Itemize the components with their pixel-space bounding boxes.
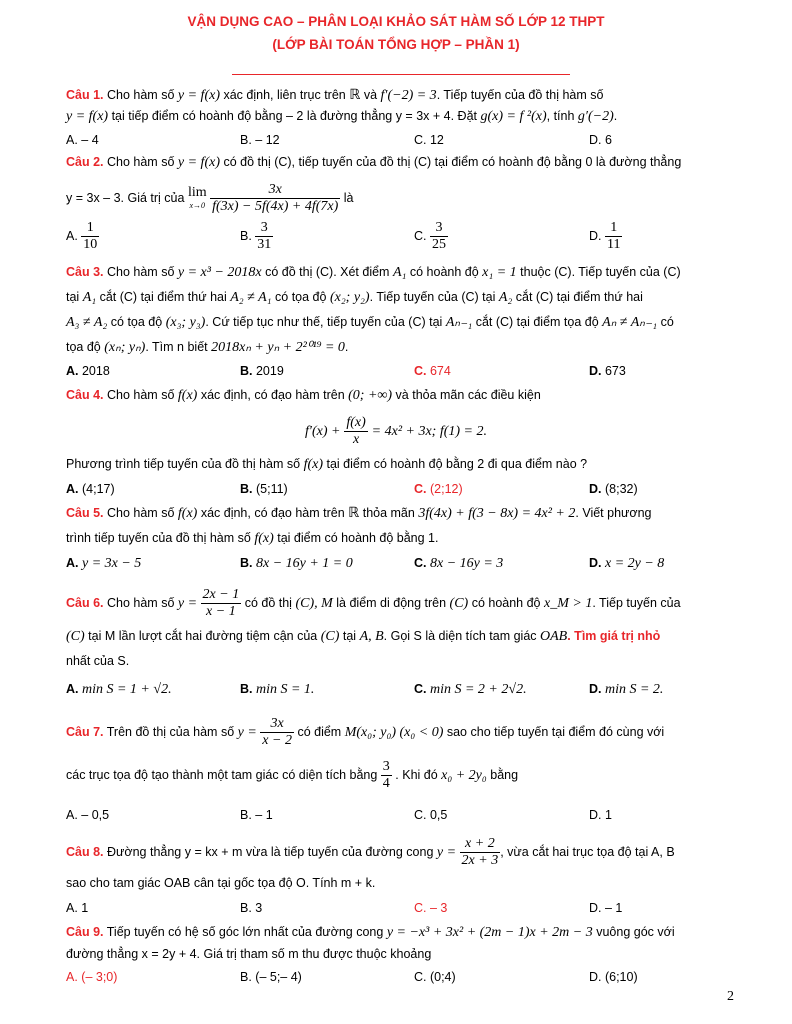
limit-operator: lim x→0 xyxy=(187,184,207,210)
question-2-line-2: y = 3x – 3. Giá trị của lim x→0 $\frac{3x}{f(3x) - 5f(4x) + 4f(7x)}$ là xyxy=(66,182,354,215)
q5-option-a: A. y = 3x − 5 xyxy=(66,556,142,571)
header-divider xyxy=(232,74,570,75)
question-8-line-2: sao cho tam giác OAB cân tại gốc tọa độ O. Tính m + k. xyxy=(66,876,376,890)
q6-option-a: A. min S = 1 + √2. xyxy=(66,682,172,697)
q7-option-b: B. – 1 xyxy=(240,808,273,822)
question-3-line-2: tại A₁ cắt (C) tại điểm thứ hai A₂ ≠ A₁ có tọa độ (x₂; y₂). Tiếp tuyến của (C) tại A₂ cắt (C) tại điểm thứ hai xyxy=(66,290,643,305)
q3-option-d: D. 673 xyxy=(589,364,626,378)
q9-option-b: B. (– 5;– 4) xyxy=(240,970,302,984)
question-9-line-2: đường thẳng x = 2y + 4. Giá trị tham số m thu được thuộc khoảng xyxy=(66,947,432,961)
question-9: Câu 9. Tiếp tuyến có hệ số góc lớn nhất của đường cong y = −x³ + 3x² + (2m − 1)x + 2m − 3 vuông góc với xyxy=(66,925,675,940)
q2-option-d: D. $\frac{1}{11}$ xyxy=(589,220,621,252)
q7-option-c: C. 0,5 xyxy=(414,808,448,822)
q5-option-b: B. 8x − 16y + 1 = 0 xyxy=(240,556,353,571)
q3-option-c: C. 674 xyxy=(414,364,451,378)
q1-option-c: C. 12 xyxy=(414,133,444,147)
q4-option-d: D. (8;32) xyxy=(589,482,638,496)
question-4-line-2: Phương trình tiếp tuyến của đồ thị hàm số f(x) tại điểm có hoành độ bằng 2 đi qua điểm nào ? xyxy=(66,457,588,472)
question-8: Câu 8. Đường thẳng y = kx + m vừa là tiếp tuyến của đường cong y = $\frac{x + 2}{2x + 3}$ , vừa cắt hai trục tọa độ tại A, B xyxy=(66,836,675,869)
header-title: VẬN DỤNG CAO – PHÂN LOẠI KHẢO SÁT HÀM SỐ LỚP 12 THPT xyxy=(187,14,605,29)
q9-option-d: D. (6;10) xyxy=(589,970,638,984)
q7-option-d: D. 1 xyxy=(589,808,612,822)
question-6-line-2: (C) tại M lần lượt cắt hai đường tiệm cận của (C) tại A, B. Gọi S là diện tích tam giác OAB. Tìm giá trị nhỏ xyxy=(66,629,661,644)
q3-option-b: B. 2019 xyxy=(240,364,284,378)
q6-option-d: D. min S = 2. xyxy=(589,682,664,697)
q1-option-b: B. – 12 xyxy=(240,133,280,147)
question-7-line-2: các trục tọa độ tạo thành một tam giác có diện tích bằng $\frac{3}{4}$ . Khi đó x₀ + 2y₀ bằng xyxy=(66,759,519,792)
q2-option-c: C. $\frac{3}{25}$ xyxy=(414,220,446,252)
question-5-line-2: trình tiếp tuyến của đồ thị hàm số f(x) tại điểm có hoành độ bằng 1. xyxy=(66,531,439,546)
question-1-line-2: y = f(x) tại tiếp điểm có hoành độ bằng – 2 là đường thẳng y = 3x + 4. Đặt g(x) = f ²(x), tính g′(−2). xyxy=(66,109,618,124)
page-number: 2 xyxy=(727,989,734,1004)
q4-option-c: C. (2;12) xyxy=(414,482,463,496)
question-7: Câu 7. Trên đồ thị của hàm số y = $\frac{3x}{x - 2}$ có điểm M(x₀; y₀) (x₀ < 0) sao cho tiếp tuyến tại điểm đó cùng với xyxy=(66,716,665,749)
q8-option-c: C. – 3 xyxy=(414,901,448,915)
q8-option-d: D. – 1 xyxy=(589,901,623,915)
question-6-line-3: nhất của S. xyxy=(66,654,130,668)
question-3-line-4: tọa độ (xₙ; yₙ). Tìm n biết 2018xₙ + yₙ + 2²⁰¹⁹ = 0. xyxy=(66,340,349,355)
q4-option-a: A. (4;17) xyxy=(66,482,115,496)
q8-option-b: B. 3 xyxy=(240,901,263,915)
q5-option-c: C. 8x − 16y = 3 xyxy=(414,556,504,571)
question-1: Câu 1. Cho hàm số y = f(x) xác định, liên trục trên ℝ và f′(−2) = 3. Tiếp tuyến của đồ thị hàm số xyxy=(66,88,604,103)
question-6: Câu 6. Cho hàm số y = $\frac{2x - 1}{x - 1}$ có đồ thị (C), M là điểm di động trên (C) có hoành độ x_M > 1. Tiếp tuyến của xyxy=(66,587,681,620)
q2-option-b: B. $\frac{3}{31}$ xyxy=(240,220,272,252)
question-4: Câu 4. Cho hàm số f(x) xác định, có đạo hàm trên (0; +∞) và thỏa mãn các điều kiện xyxy=(66,388,541,403)
q2-fraction: $\frac{3x}{f(3x) - 5f(4x) + 4f(7x)}$ xyxy=(212,182,339,215)
q1-option-d: D. 6 xyxy=(589,133,612,147)
question-4-equation: f′(x) + $\frac{f(x)}{x}$ = 4x² + 3x; f(1) = 2. xyxy=(305,414,487,447)
q3-option-a: A. 2018 xyxy=(66,364,110,378)
question-3: Câu 3. Cho hàm số y = x³ − 2018x có đồ thị (C). Xét điểm A₁ có hoành độ x₁ = 1 thuộc (C). Tiếp tuyến của (C) xyxy=(66,265,681,280)
q6-option-b: B. min S = 1. xyxy=(240,682,315,697)
q4-option-b: B. (5;11) xyxy=(240,482,288,496)
question-2: Câu 2. Cho hàm số y = f(x) có đồ thị (C), tiếp tuyến của đồ thị (C) tại điểm có hoành độ bằng 0 là đường thẳng xyxy=(66,155,682,170)
q5-option-d: D. x = 2y − 8 xyxy=(589,556,665,571)
q7-option-a: A. – 0,5 xyxy=(66,808,110,822)
q1-option-a: A. – 4 xyxy=(66,133,99,147)
q2-option-a: A. $\frac{1}{10}$ xyxy=(66,220,98,252)
question-3-line-3: A₃ ≠ A₂ có tọa độ (x₃; y₃). Cứ tiếp tục như thế, tiếp tuyến của (C) tại Aₙ₋₁ cắt (C) tại điểm tọa độ Aₙ ≠ Aₙ₋₁ có xyxy=(66,315,674,330)
header-subtitle: (LỚP BÀI TOÁN TỔNG HỢP – PHẦN 1) xyxy=(272,37,520,52)
q9-option-a: A. (– 3;0) xyxy=(66,970,118,984)
q9-option-c: C. (0;4) xyxy=(414,970,456,984)
question-5: Câu 5. Cho hàm số f(x) xác định, có đạo hàm trên ℝ thỏa mãn 3f(4x) + f(3 − 8x) = 4x² + 2. Viết phương xyxy=(66,506,652,521)
q8-option-a: A. 1 xyxy=(66,901,89,915)
q6-option-c: C. min S = 2 + 2√2. xyxy=(414,682,527,697)
